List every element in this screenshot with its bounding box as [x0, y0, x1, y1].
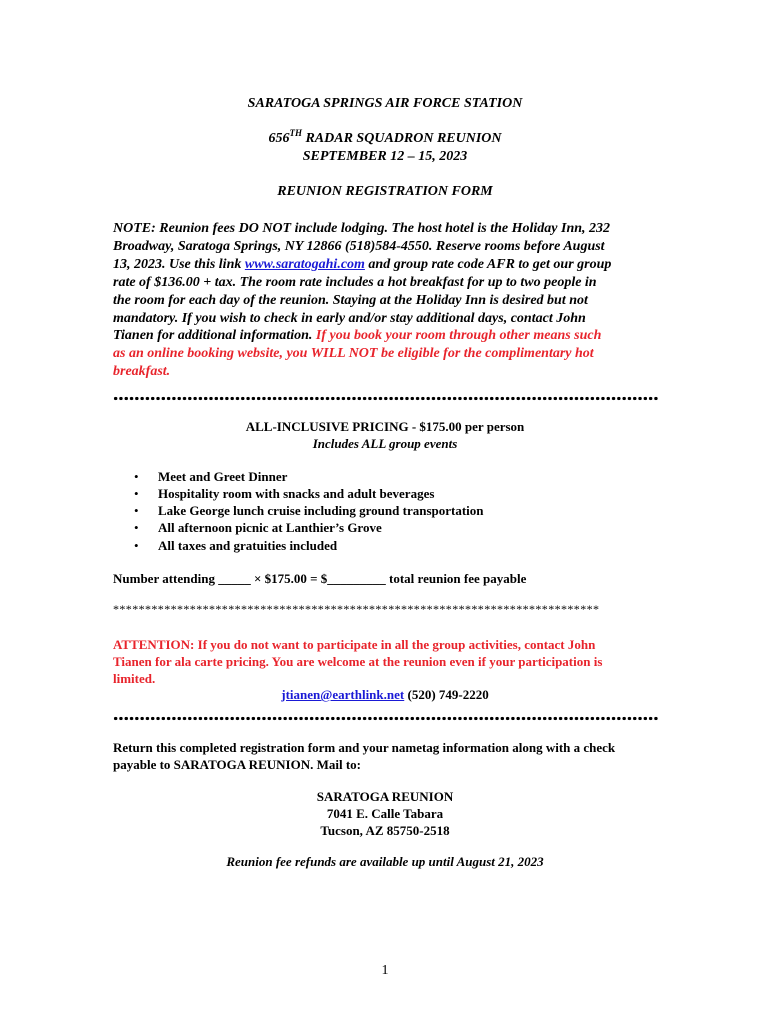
bullet-icon: •: [134, 538, 139, 553]
note-line: [113, 327, 658, 344]
return-instructions: payable to SARATOGA REUNION. Mail to:: [113, 757, 361, 772]
list-item-text: All afternoon picnic at Lanthier’s Grove: [158, 520, 382, 535]
mailing-address-city: Tucson, AZ 85750-2518: [320, 823, 450, 838]
attention-line: ATTENTION: If you do not want to participate in all the group activities, contact John: [113, 637, 596, 652]
return-instructions: Return this completed registration form and your nametag information along with a check: [113, 740, 616, 755]
reunion-title: [0, 130, 770, 147]
note-line: [113, 256, 658, 273]
bullet-icon: •: [134, 486, 139, 501]
note-line: Broadway, Saratoga Springs, NY 12866 (518)584-4550. Reserve rooms before August: [113, 239, 605, 254]
note-line: NOTE: Reunion fees DO NOT include lodging. The host hotel is the Holiday Inn, 232: [113, 221, 611, 236]
note-line: mandatory. If you wish to check in early and/or stay additional days, contact John: [113, 311, 586, 326]
bullet-icon: •: [134, 503, 139, 518]
asterisk-divider: ****************************************************************************: [113, 603, 600, 615]
attention-line: Tianen for ala carte pricing. You are welcome at the reunion even if your participation is: [113, 654, 603, 669]
email-link[interactable]: jtianen@earthlink.net: [281, 687, 405, 702]
reunion-dates: SEPTEMBER 12 – 15, 2023: [302, 149, 468, 164]
note-text: and group rate code AFR to get our group: [364, 257, 612, 272]
reunion-title-text: RADAR SQUADRON REUNION: [301, 131, 502, 146]
note-line: rate of $136.00 + tax. The room rate includes a hot breakfast for up to two people in: [113, 275, 597, 290]
hotel-website-link[interactable]: www.saratogahi.com: [244, 257, 365, 272]
bullet-icon: •: [134, 469, 139, 484]
note-text: 13, 2023. Use this link: [113, 257, 245, 272]
list-item-text: Meet and Greet Dinner: [158, 469, 288, 484]
note-warning-text: If you book your room through other means such: [315, 328, 602, 343]
pricing-title: ALL-INCLUSIVE PRICING - $175.00 per person: [245, 419, 525, 434]
mailing-address-name: SARATOGA REUNION: [316, 789, 454, 804]
bullet-icon: •: [134, 520, 139, 535]
list-item-text: All taxes and gratuities included: [158, 538, 338, 553]
list-item-text: Lake George lunch cruise including ground transportation: [158, 503, 484, 518]
number-attending-line[interactable]: Number attending _____ × $175.00 = $_________ total reunion fee payable: [113, 571, 527, 586]
list-item-text: Hospitality room with snacks and adult beverages: [158, 486, 435, 501]
note-line: the room for each day of the reunion. Staying at the Holiday Inn is desired but not: [113, 293, 588, 308]
note-warning-line: breakfast.: [113, 364, 171, 379]
dotted-divider: [113, 396, 659, 401]
note-text: Tianen for additional information.: [113, 328, 316, 343]
squadron-suffix: TH: [289, 128, 302, 138]
form-title: REUNION REGISTRATION FORM: [277, 184, 493, 199]
pricing-subtitle: Includes ALL group events: [312, 436, 458, 451]
contact-line: [0, 686, 770, 703]
station-title: SARATOGA SPRINGS AIR FORCE STATION: [247, 96, 523, 111]
phone-number: (520) 749-2220: [404, 687, 489, 702]
dotted-divider: [113, 716, 659, 721]
squadron-number: 656: [268, 131, 290, 146]
page-number: 1: [381, 963, 389, 978]
refund-note: Reunion fee refunds are available up until August 21, 2023: [226, 854, 544, 869]
note-warning-line: as an online booking website, you WILL NOT be eligible for the complimentary hot: [113, 346, 594, 361]
mailing-address-street: 7041 E. Calle Tabara: [326, 806, 444, 821]
attention-line: limited.: [113, 671, 156, 686]
